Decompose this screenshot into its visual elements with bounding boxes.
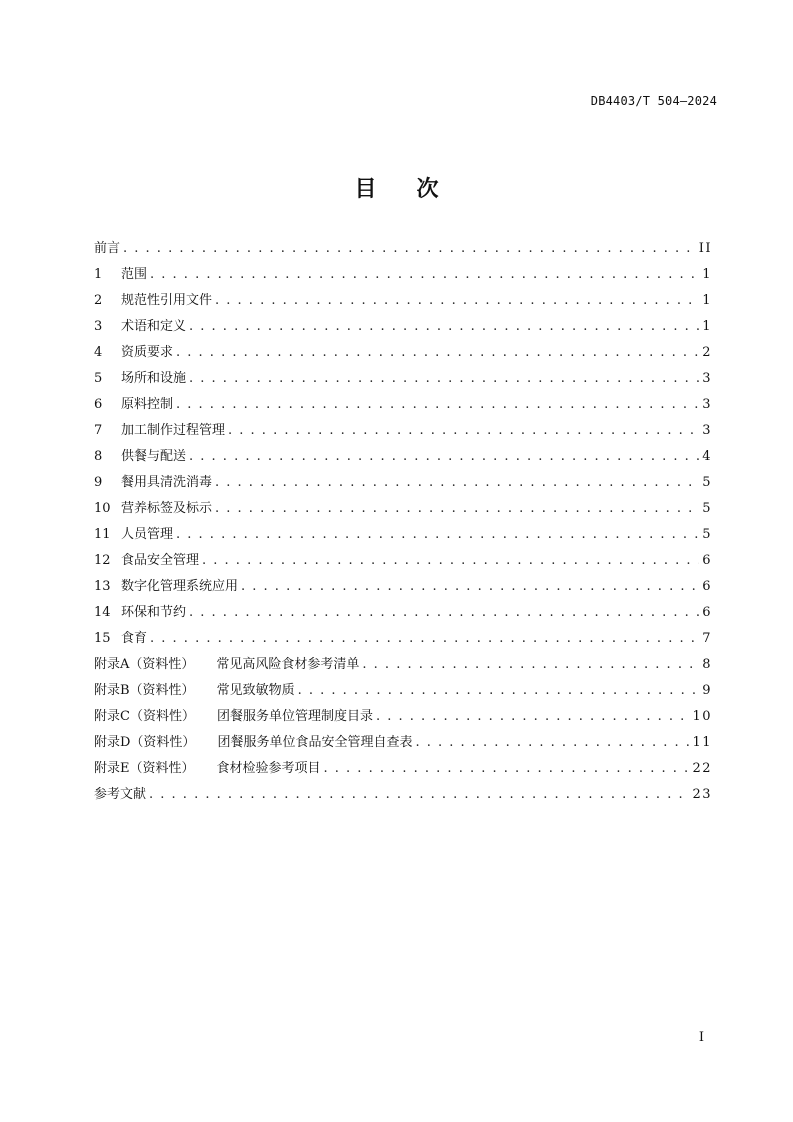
toc-entry-number: 8 [94, 449, 103, 464]
toc-entry-page: 3 [702, 371, 712, 386]
dot-leader [415, 730, 689, 756]
toc-entry-5[interactable] [94, 366, 712, 392]
toc-entry-page: 1 [702, 319, 712, 334]
toc-entry-number: 10 [94, 501, 111, 516]
toc-entry-page: 23 [692, 787, 712, 802]
toc-entry-appendix-d[interactable] [94, 730, 712, 756]
toc-entry-page: 3 [702, 423, 712, 438]
dot-leader [202, 548, 699, 574]
toc-entry-number: 13 [94, 579, 111, 594]
toc-entry-number: 12 [94, 553, 111, 568]
toc-entry-title: 食材检验参考项目 [216, 761, 321, 776]
toc-entry-page: 5 [702, 527, 712, 542]
dot-leader [150, 626, 699, 652]
dot-leader [189, 444, 699, 470]
toc-entry-page: II [698, 241, 712, 256]
toc-entry-7[interactable] [94, 418, 712, 444]
page-number: I [698, 1030, 704, 1045]
toc-appendix-label: 附录D（资料性） [94, 735, 196, 750]
toc-entry-10[interactable] [94, 496, 712, 522]
dot-leader [150, 262, 699, 288]
toc-entry-title: 团餐服务单位管理制度目录 [216, 709, 373, 724]
toc-entry-page: 3 [702, 397, 712, 412]
toc-entry-appendix-e[interactable] [94, 756, 712, 782]
dot-leader [241, 574, 699, 600]
dot-leader [176, 522, 699, 548]
toc-entry-title: 场所和设施 [121, 371, 187, 386]
dot-leader [376, 704, 689, 730]
toc-entry-title: 术语和定义 [121, 319, 187, 334]
toc-entry-2[interactable] [94, 288, 712, 314]
toc-entry-title: 参考文献 [94, 787, 147, 802]
toc-entry-title: 人员管理 [121, 527, 174, 542]
toc-entry-number: 14 [94, 605, 111, 620]
toc-entry-appendix-c[interactable] [94, 704, 712, 730]
table-of-contents [94, 236, 712, 808]
toc-entry-11[interactable] [94, 522, 712, 548]
dot-leader [298, 678, 700, 704]
toc-entry-number: 4 [94, 345, 103, 360]
toc-entry-page: 6 [702, 553, 712, 568]
toc-appendix-label: 附录C（资料性） [94, 709, 195, 724]
dot-leader [215, 288, 699, 314]
toc-entry-title: 供餐与配送 [121, 449, 187, 464]
toc-entry-page: 1 [702, 267, 712, 282]
toc-entry-title: 数字化管理系统应用 [121, 579, 239, 594]
toc-entry-title: 常见致敏物质 [216, 683, 295, 698]
toc-entry-number: 7 [94, 423, 103, 438]
toc-entry-number: 15 [94, 631, 111, 646]
toc-entry-appendix-b[interactable] [94, 678, 712, 704]
dot-leader [149, 782, 689, 808]
toc-entry-foreword[interactable] [94, 236, 712, 262]
toc-entry-number: 6 [94, 397, 103, 412]
dot-leader [215, 470, 699, 496]
toc-entry-title: 加工制作过程管理 [121, 423, 226, 438]
dot-leader [362, 652, 699, 678]
toc-appendix-label: 附录B（资料性） [94, 683, 195, 698]
toc-entry-title: 环保和节约 [121, 605, 187, 620]
toc-entry-title: 前言 [94, 241, 121, 256]
toc-entry-title: 团餐服务单位食品安全管理自查表 [217, 735, 413, 750]
toc-entry-page: 8 [702, 657, 712, 672]
dot-leader [324, 756, 690, 782]
dot-leader [189, 314, 699, 340]
toc-entry-title: 范围 [121, 267, 148, 282]
toc-entry-3[interactable] [94, 314, 712, 340]
toc-entry-title: 原料控制 [121, 397, 174, 412]
toc-entry-number: 9 [94, 475, 103, 490]
toc-entry-page: 7 [702, 631, 712, 646]
toc-entry-page: 22 [692, 761, 712, 776]
toc-entry-title: 食育 [121, 631, 148, 646]
toc-entry-15[interactable] [94, 626, 712, 652]
dot-leader [176, 392, 699, 418]
toc-entry-4[interactable] [94, 340, 712, 366]
toc-entry-title: 营养标签及标示 [121, 501, 213, 516]
toc-entry-number: 5 [94, 371, 103, 386]
toc-entry-14[interactable] [94, 600, 712, 626]
toc-entry-number: 3 [94, 319, 103, 334]
toc-entry-title: 资质要求 [121, 345, 174, 360]
dot-leader [189, 366, 699, 392]
toc-entry-page: 6 [702, 605, 712, 620]
toc-entry-title: 规范性引用文件 [121, 293, 213, 308]
toc-entry-page: 2 [702, 345, 712, 360]
toc-entry-6[interactable] [94, 392, 712, 418]
toc-entry-number: 11 [94, 527, 111, 542]
toc-entry-references[interactable] [94, 782, 712, 808]
dot-leader [215, 496, 699, 522]
dot-leader [228, 418, 699, 444]
toc-entry-page: 9 [702, 683, 712, 698]
toc-entry-title: 常见高风险食材参考清单 [216, 657, 360, 672]
toc-entry-page: 11 [692, 735, 712, 750]
dot-leader [189, 600, 699, 626]
toc-entry-page: 6 [702, 579, 712, 594]
toc-entry-number: 1 [94, 267, 103, 282]
dot-leader [123, 236, 696, 262]
page-title: 目次 [354, 177, 479, 202]
standard-code: DB4403/T 504—2024 [590, 94, 717, 108]
toc-entry-number: 2 [94, 293, 103, 308]
toc-entry-8[interactable] [94, 444, 712, 470]
toc-entry-page: 1 [702, 293, 712, 308]
dot-leader [176, 340, 699, 366]
toc-entry-9[interactable] [94, 470, 712, 496]
toc-appendix-label: 附录E（资料性） [94, 761, 195, 776]
toc-entry-page: 5 [702, 475, 712, 490]
toc-entry-13[interactable] [94, 574, 712, 600]
toc-entry-12[interactable] [94, 548, 712, 574]
toc-appendix-label: 附录A（资料性） [94, 657, 195, 672]
toc-entry-page: 4 [702, 449, 712, 464]
toc-entry-1[interactable] [94, 262, 712, 288]
toc-entry-title: 食品安全管理 [121, 553, 200, 568]
toc-entry-page: 5 [702, 501, 712, 516]
toc-entry-page: 10 [692, 709, 712, 724]
toc-entry-title: 餐用具清洗消毒 [121, 475, 213, 490]
toc-entry-appendix-a[interactable] [94, 652, 712, 678]
